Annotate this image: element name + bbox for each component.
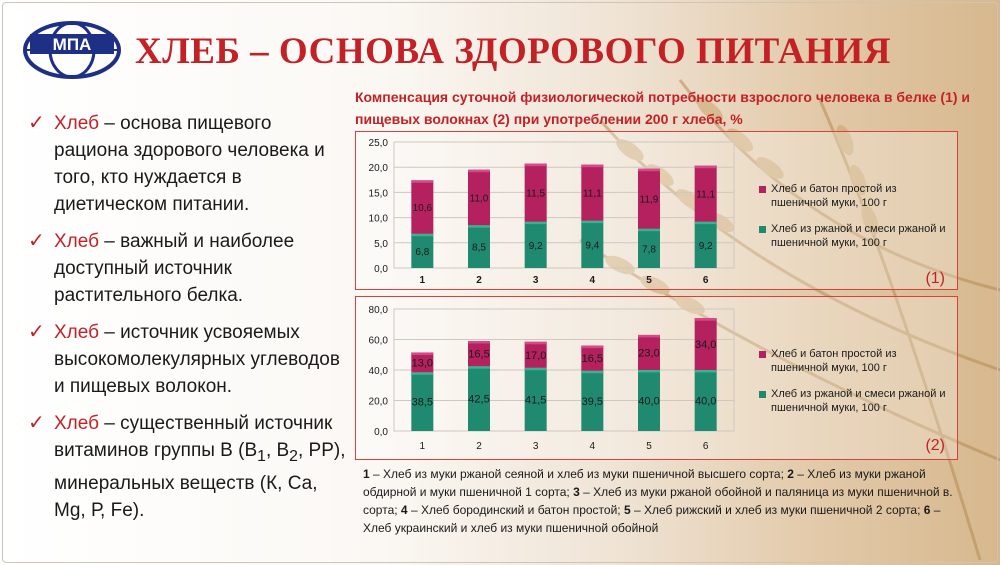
data-label: 40,0	[694, 395, 717, 408]
data-label: 34,0	[694, 339, 717, 352]
x-tick-label: 1	[419, 275, 426, 286]
subscript: 1	[257, 447, 266, 465]
bar-highlight	[581, 165, 603, 168]
data-label: 11,5	[526, 188, 546, 200]
data-label: 42,5	[468, 393, 490, 406]
footnote-number: 6	[923, 503, 931, 517]
data-label: 11,1	[696, 189, 716, 201]
bar-highlight	[581, 346, 603, 349]
chart-number-label: (1)	[925, 270, 945, 287]
y-tick-label: 20,0	[368, 163, 388, 175]
bar-highlight	[411, 352, 433, 355]
x-tick-label: 5	[646, 275, 652, 286]
legend-label: Хлеб из ржаной и смеси ржаной и пшеничной муки, 100 г	[771, 223, 946, 249]
bar-highlight	[468, 225, 490, 228]
x-tick-label: 6	[702, 275, 709, 286]
bar-highlight	[525, 368, 547, 371]
data-label: 6,8	[415, 246, 430, 258]
data-label: 11,1	[582, 188, 602, 200]
bar-highlight	[695, 318, 717, 321]
checkmark-icon: ✓	[28, 321, 45, 343]
y-tick-label: 80,0	[368, 305, 388, 316]
list-item	[28, 110, 348, 218]
footnote-number: 1	[363, 467, 370, 481]
bar-highlight	[411, 180, 433, 183]
checkmark-icon: ✓	[28, 412, 45, 434]
y-tick-label: 0,0	[374, 264, 388, 275]
data-label: 10,6	[412, 203, 433, 215]
checkmark-icon: ✓	[28, 230, 45, 252]
data-label: 8,5	[472, 242, 486, 254]
x-tick-label: 5	[646, 441, 652, 452]
bullet-list	[28, 110, 348, 534]
x-tick-label: 4	[589, 275, 596, 286]
page-title: ХЛЕБ – ОСНОВА ЗДОРОВОГО ПИТАНИЯ	[135, 31, 891, 72]
x-tick-label: 6	[702, 441, 709, 452]
footnote-number: 2	[787, 467, 794, 481]
data-label: 9,2	[528, 240, 543, 252]
legend-swatch	[759, 226, 766, 233]
bar-highlight	[638, 370, 660, 373]
y-tick-label: 0,0	[374, 427, 388, 438]
bar-highlight	[468, 366, 490, 369]
y-tick-label: 5,0	[374, 238, 388, 250]
checkmark-icon: ✓	[28, 112, 45, 134]
bar-highlight	[468, 341, 490, 344]
data-label: 7,8	[642, 244, 656, 256]
data-label: 9,2	[698, 240, 713, 252]
chart-heading: Компенсация суточной физиологической потребности взрослого человека в белке (1) и пищевых волокнах (2) при употреблении 200 г хлеба, %	[355, 89, 971, 127]
data-label: 39,5	[581, 395, 604, 408]
y-tick-label: 40,0	[368, 366, 388, 377]
bar-highlight	[411, 234, 433, 237]
footnote-text: – Хлеб бородинский и батон простой;	[407, 503, 624, 517]
legend-item	[759, 182, 954, 210]
legend-label: Хлеб и батон простой из пшеничной муки, 100 г	[771, 348, 897, 374]
y-tick-label: 25,0	[368, 138, 388, 149]
data-label: 9,4	[585, 240, 600, 252]
x-tick-label: 1	[419, 441, 426, 452]
bullet-highlight: Хлеб	[54, 322, 99, 343]
chart-panel-protein	[355, 131, 958, 290]
legend-swatch	[759, 391, 766, 398]
chart-number-label: (2)	[925, 437, 945, 454]
bar-highlight	[525, 164, 547, 167]
data-label: 11,0	[469, 193, 489, 205]
legend-label: Хлеб из ржаной и смеси ржаной и пшеничной муки, 100 г	[771, 388, 946, 414]
bullet-highlight: Хлеб	[54, 231, 99, 252]
data-label: 40,0	[638, 395, 660, 408]
bullet-text: – важный и наиболее доступный источник растительного белка.	[54, 231, 295, 306]
footnote-number: 3	[573, 485, 580, 499]
legend-label: Хлеб и батон простой из пшеничной муки, 100 г	[771, 183, 897, 209]
bar-highlight	[525, 222, 547, 225]
footnote-number: 5	[623, 503, 631, 517]
data-label: 11,9	[639, 194, 659, 206]
legend-swatch	[759, 186, 766, 193]
bullet-text: – существенный источник витаминов группы В (В	[54, 413, 333, 461]
bullet-text: , В	[265, 440, 290, 461]
list-item	[28, 228, 348, 309]
bullet-text: – основа пищевого рациона здорового человека и того, кто нуждается в диетическом питании.	[54, 113, 325, 215]
data-label: 16,5	[581, 353, 604, 366]
logo-text: МПА	[52, 35, 92, 54]
bar-highlight	[695, 222, 717, 225]
data-label: 41,5	[524, 394, 547, 407]
bar-highlight	[468, 170, 490, 173]
bar-highlight	[581, 371, 603, 374]
legend-swatch	[759, 351, 766, 358]
legend-item	[759, 222, 954, 250]
y-tick-label: 60,0	[368, 335, 388, 347]
bullet-highlight: Хлеб	[54, 113, 99, 134]
footnote-text: – Хлеб из муки ржаной сеяной и хлеб из муки пшеничной высшего сорта;	[369, 467, 788, 481]
data-label: 16,5	[468, 348, 490, 361]
data-label: 23,0	[638, 347, 660, 360]
footnote-text: – Хлеб украинский и хлеб из муки пшеничной обойной	[363, 503, 941, 535]
chart-legend	[759, 347, 954, 427]
data-label: 38,5	[411, 396, 434, 409]
y-tick-label: 15,0	[368, 188, 388, 200]
bar-highlight	[695, 370, 717, 373]
x-tick-label: 2	[476, 275, 482, 286]
bar-highlight	[638, 335, 660, 338]
bar-highlight	[581, 221, 603, 224]
legend-item	[759, 347, 954, 375]
data-label: 13,0	[411, 357, 434, 370]
bullet-highlight: Хлеб	[54, 413, 99, 434]
mpa-logo	[22, 20, 122, 80]
bullet-text: – источник усвояемых высокомолекулярных углеводов и пищевых волокон.	[54, 322, 340, 397]
x-tick-label: 2	[476, 441, 482, 452]
legend-item	[759, 387, 954, 415]
y-tick-label: 20,0	[368, 396, 388, 408]
y-tick-label: 10,0	[368, 213, 388, 225]
footnote	[363, 465, 963, 537]
bar-highlight	[411, 372, 433, 375]
data-label: 17,0	[524, 349, 547, 362]
bar-highlight	[695, 166, 717, 169]
list-item	[28, 410, 348, 524]
bar-highlight	[638, 229, 660, 232]
footnote-number: 4	[400, 503, 408, 517]
x-tick-label: 4	[589, 441, 596, 452]
x-tick-label: 3	[532, 275, 539, 286]
x-tick-label: 3	[532, 441, 539, 452]
chart-legend	[759, 182, 954, 262]
bar-highlight	[638, 169, 660, 172]
list-item	[28, 319, 348, 400]
footnote-text: – Хлеб рижский и хлеб из муки пшеничной 2 сорта;	[630, 503, 924, 517]
bar-highlight	[525, 342, 547, 345]
footnote-text: – Хлеб из муки ржаной обдирной и муки пшеничной 1 сорта;	[363, 467, 926, 499]
footnote-text: – Хлеб из муки ржаной обойной и паляница из муки пшеничной в. сорта;	[363, 485, 953, 517]
subscript: 2	[289, 447, 298, 465]
bullet-text: , РР), минеральных веществ (К, Са, Mg, Р, Fe).	[54, 440, 346, 521]
chart-panel-fiber	[355, 296, 958, 460]
plot-area	[394, 142, 734, 268]
